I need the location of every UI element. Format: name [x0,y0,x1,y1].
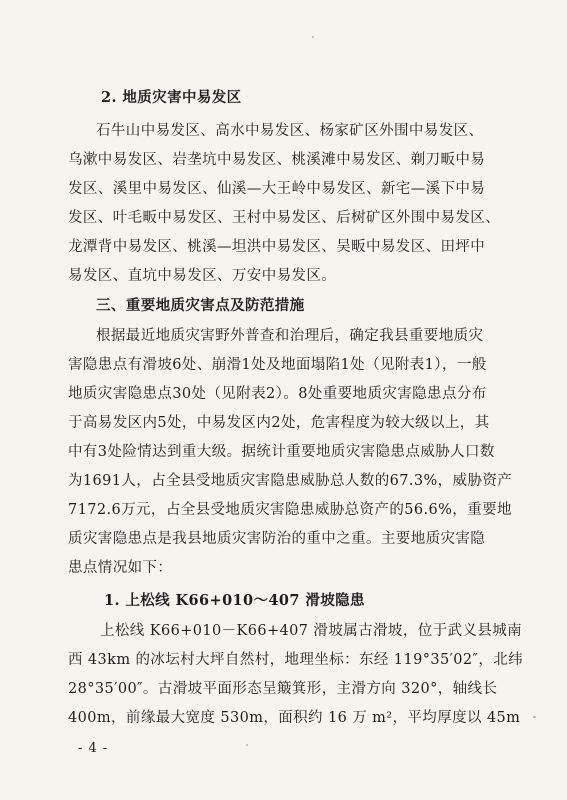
text-line: 400m，前缘最大宽度 530m，面积约 16 万 m²，平均厚度以 45m [68,710,521,726]
page-number: - 4 - [78,741,109,756]
text-line: 为1691人，占全县受地质灾害隐患威胁总人数的67.3%，威胁资产 [68,473,513,489]
text-line: 上松线 K66+010－K66+407 滑坡属古滑坡，位于武义县城南 [100,623,523,639]
text-line: 石牛山中易发区、高水中易发区、杨家矿区外围中易发区、 [96,123,484,139]
text-line: 发区、溪里中易发区、仙溪—大王岭中易发区、新宅—溪下中易 [68,181,486,197]
text-line: 于高易发区内5处，中易发区内2处，危害程度为较大级以上，其 [68,415,490,431]
scan-speck [533,716,536,718]
section-heading-2: 2. 地质灾害中易发区 [101,89,242,106]
text-line: 西 43km 的冰坛村大坪自然村，地理坐标：东经 119°35′02″，北纬 [68,652,524,668]
text-line: 根据最近地质灾害野外普查和治理后，确定我县重要地质灾 [96,328,484,344]
text-line: 28°35′00″。古滑坡平面形态呈簸箕形，主滑方向 320°，轴线长 [68,681,498,697]
text-line: 易发区、直坑中易发区、万安中易发区。 [68,268,337,284]
text-line: 7172.6万元，占全县受地质灾害隐患威胁总资产的56.6%，重要地 [68,502,512,518]
text-line: 害隐患点有滑坡6处、崩滑1处及地面塌陷1处（见附表1），一般 [68,357,487,373]
text-line: 地质灾害隐患点30处（见附表2）。8处重要地质灾害隐患点分布 [68,386,487,402]
text-line: 中有3处险情达到重大级。据统计重要地质灾害隐患点威胁人口数 [68,444,495,460]
text-line: 质灾害隐患点是我县地质灾害防治的重中之重。主要地质灾害隐 [68,531,486,547]
scan-speck [246,744,248,746]
text-line: 患点情况如下： [68,560,173,576]
text-line: 龙潭背中易发区、桃溪—坦洪中易发区、吴畈中易发区、田坪中 [68,239,486,255]
subsection-heading-1: 1. 上松线 K66+010～407 滑坡隐患 [104,592,365,609]
section-heading-3: 三、重要地质灾害点及防范措施 [96,297,305,314]
text-line: 发区、叶毛畈中易发区、王村中易发区、后树矿区外围中易发区、 [68,210,501,226]
text-line: 乌漱中易发区、岩垄坑中易发区、桃溪滩中易发区、剃刀畈中易 [68,152,486,168]
scan-speck [312,36,314,38]
